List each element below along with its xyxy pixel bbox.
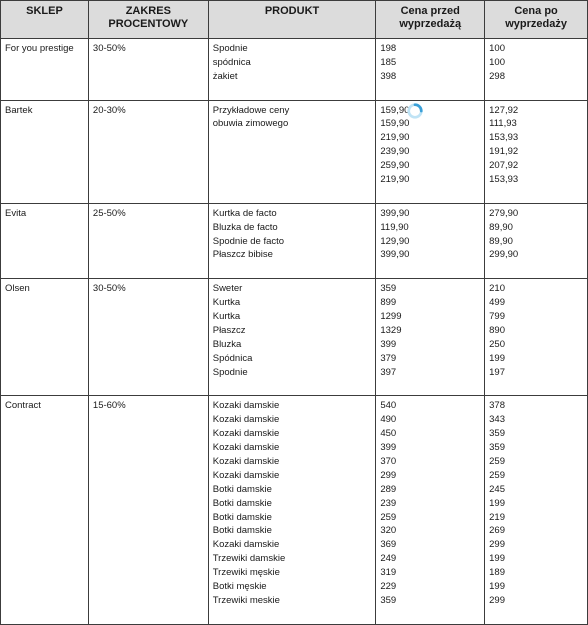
header-zakres: ZAKRES PROCENTOWY — [88, 1, 208, 39]
product-name: Botki damskie — [212, 483, 272, 495]
shop-name: Bartek — [5, 104, 33, 116]
price-after: 245 — [489, 483, 505, 495]
product-cell — [208, 396, 376, 624]
price-before-cell — [376, 39, 485, 101]
price-after: 111,93 — [489, 118, 517, 130]
price-after: 359 — [489, 428, 505, 440]
price-after: 199 — [489, 352, 505, 364]
price-before: 159,90 — [380, 104, 410, 116]
price-before: 540 — [380, 400, 397, 412]
discount-range-cell — [88, 39, 208, 101]
loading-spinner-icon — [406, 102, 424, 120]
price-after: 127,92 — [489, 104, 519, 116]
price-before: 185 — [380, 56, 397, 68]
product-name: Kurtka — [212, 311, 241, 323]
table-row — [1, 279, 588, 396]
price-before: 370 — [380, 455, 397, 467]
price-after: 250 — [489, 338, 505, 350]
price-after: 269 — [489, 525, 505, 537]
product-name: Kozaki damskie — [212, 414, 280, 426]
discount-range-cell — [88, 100, 208, 203]
header-cena-przed: Cena przed wyprzedażą — [376, 1, 485, 39]
price-after: 207,92 — [489, 160, 519, 172]
price-after-cell — [485, 396, 588, 624]
header-sklep: SKLEP — [1, 1, 89, 39]
price-before: 219,90 — [380, 132, 410, 144]
table-body — [1, 39, 588, 625]
header-produkt: PRODUKT — [208, 1, 376, 39]
price-before: 249 — [380, 553, 397, 565]
price-after: 199 — [489, 497, 505, 509]
product-cell — [208, 203, 376, 278]
price-before: 490 — [380, 414, 397, 426]
price-before: 239,90 — [380, 146, 410, 158]
price-after: 100 — [489, 43, 505, 54]
discount-range-cell — [88, 279, 208, 396]
price-after: 890 — [489, 324, 505, 336]
product-name: Bluzka de facto — [212, 221, 278, 233]
table-row — [1, 39, 588, 101]
price-after: 89,90 — [489, 221, 513, 233]
price-after: 298 — [489, 70, 505, 82]
table-row — [1, 100, 588, 203]
shop-name-cell — [1, 39, 89, 101]
price-before: 159,90 — [380, 118, 410, 130]
product-name: Sweter — [212, 283, 243, 295]
price-before: 299 — [380, 469, 397, 481]
price-before: 359 — [380, 594, 397, 606]
product-name: Botki damskie — [212, 497, 272, 509]
shop-name-cell — [1, 396, 89, 624]
price-after-cell — [485, 39, 588, 101]
product-name: Trzewiki męskie — [212, 567, 280, 579]
price-after: 359 — [489, 442, 505, 454]
price-before-cell — [376, 396, 485, 624]
price-after-cell — [485, 100, 588, 203]
product-name: Kurtka de facto — [212, 207, 277, 219]
product-name: Spodnie — [212, 43, 248, 54]
price-before: 899 — [380, 297, 397, 309]
price-before: 399,90 — [380, 249, 410, 261]
product-name: Botki damskie — [212, 525, 272, 537]
price-after: 343 — [489, 414, 505, 426]
price-after: 199 — [489, 580, 505, 592]
product-name: Kozaki damskie — [212, 469, 280, 481]
price-after-cell — [485, 203, 588, 278]
row-spacer — [380, 608, 484, 622]
price-after: 299 — [489, 594, 505, 606]
product-cell — [208, 279, 376, 396]
product-name: spódnica — [212, 56, 251, 68]
product-name: Spodnie — [212, 366, 248, 378]
product-name: Płaszcz — [212, 324, 246, 336]
price-after: 299 — [489, 539, 505, 551]
product-name: Spódnica — [212, 352, 253, 364]
shop-name: Evita — [5, 207, 27, 219]
product-name: Trzewiki damskie — [212, 553, 286, 565]
product-name: Kurtka — [212, 297, 241, 309]
shop-name-cell — [1, 100, 89, 203]
product-name: Botki damskie — [212, 511, 272, 523]
price-after: 189 — [489, 567, 505, 579]
price-after: 197 — [489, 366, 505, 378]
product-name: Kozaki damskie — [212, 400, 280, 412]
product-name: Spodnie de facto — [212, 235, 285, 247]
product-name: obuwia zimowego — [212, 118, 289, 130]
price-before: 239 — [380, 497, 397, 509]
price-before: 319 — [380, 567, 397, 579]
product-name: Kozaki damskie — [212, 428, 280, 440]
price-before: 259,90 — [380, 160, 410, 172]
price-before: 229 — [380, 580, 397, 592]
price-before: 320 — [380, 525, 397, 537]
product-name: Przykładowe ceny — [212, 104, 290, 116]
discount-range: 25-50% — [92, 207, 126, 219]
price-before: 398 — [380, 70, 397, 82]
price-after: 191,92 — [489, 146, 519, 158]
row-spacer — [380, 379, 484, 393]
price-before-cell — [376, 279, 485, 396]
row-spacer — [380, 262, 484, 276]
price-before: 369 — [380, 539, 397, 551]
shop-name: For you prestige — [5, 43, 74, 54]
shop-name-cell — [1, 279, 89, 396]
price-after: 279,90 — [489, 207, 519, 219]
header-row — [1, 1, 588, 39]
price-before: 399 — [380, 442, 397, 454]
product-name: żakiet — [212, 70, 238, 82]
product-name: Trzewiki meskie — [212, 594, 280, 606]
price-after: 378 — [489, 400, 505, 412]
price-after: 499 — [489, 297, 505, 309]
price-before-cell — [376, 100, 485, 203]
product-cell — [208, 39, 376, 101]
price-before: 379 — [380, 352, 397, 364]
price-after: 210 — [489, 283, 505, 295]
price-after-cell — [485, 279, 588, 396]
price-before: 399,90 — [380, 207, 410, 219]
price-before: 198 — [380, 43, 397, 54]
price-before: 119,90 — [380, 221, 409, 233]
price-after: 799 — [489, 311, 505, 323]
price-before: 1299 — [380, 311, 402, 323]
table-row — [1, 396, 588, 624]
product-name: Bluzka — [212, 338, 242, 350]
product-name: Płaszcz bibise — [212, 249, 273, 261]
price-after: 199 — [489, 553, 505, 565]
price-after: 259 — [489, 469, 505, 481]
header-cena-po: Cena po wyprzedaży — [485, 1, 588, 39]
price-before: 450 — [380, 428, 397, 440]
product-name: Kozaki damskie — [212, 539, 280, 551]
discount-range: 30-50% — [92, 283, 126, 295]
price-after: 259 — [489, 455, 505, 467]
price-before: 219,90 — [380, 174, 410, 186]
price-before: 289 — [380, 483, 397, 495]
price-before: 359 — [380, 283, 397, 295]
price-before: 399 — [380, 338, 397, 350]
discount-range: 20-30% — [92, 104, 126, 116]
discount-range-cell — [88, 203, 208, 278]
discount-range: 15-60% — [92, 400, 126, 412]
row-spacer — [380, 187, 484, 201]
product-name: Kozaki damskie — [212, 442, 280, 454]
price-after: 100 — [489, 56, 505, 68]
price-after: 89,90 — [489, 235, 513, 247]
shop-name: Olsen — [5, 283, 30, 295]
price-after: 153,93 — [489, 132, 519, 144]
shop-name-cell — [1, 203, 89, 278]
price-before: 1329 — [380, 324, 402, 336]
shop-name: Contract — [5, 400, 41, 412]
price-before: 259 — [380, 511, 397, 523]
product-cell — [208, 100, 376, 203]
product-name: Botki męskie — [212, 580, 267, 592]
discount-range: 30-50% — [92, 43, 126, 54]
price-before: 397 — [380, 366, 397, 378]
row-spacer — [380, 84, 484, 98]
price-before-cell — [376, 203, 485, 278]
price-before: 129,90 — [380, 235, 410, 247]
price-after: 219 — [489, 511, 505, 523]
discount-range-cell — [88, 396, 208, 624]
table-row — [1, 203, 588, 278]
product-name: Kozaki damskie — [212, 455, 280, 467]
price-after: 153,93 — [489, 174, 519, 186]
price-after: 299,90 — [489, 249, 519, 261]
